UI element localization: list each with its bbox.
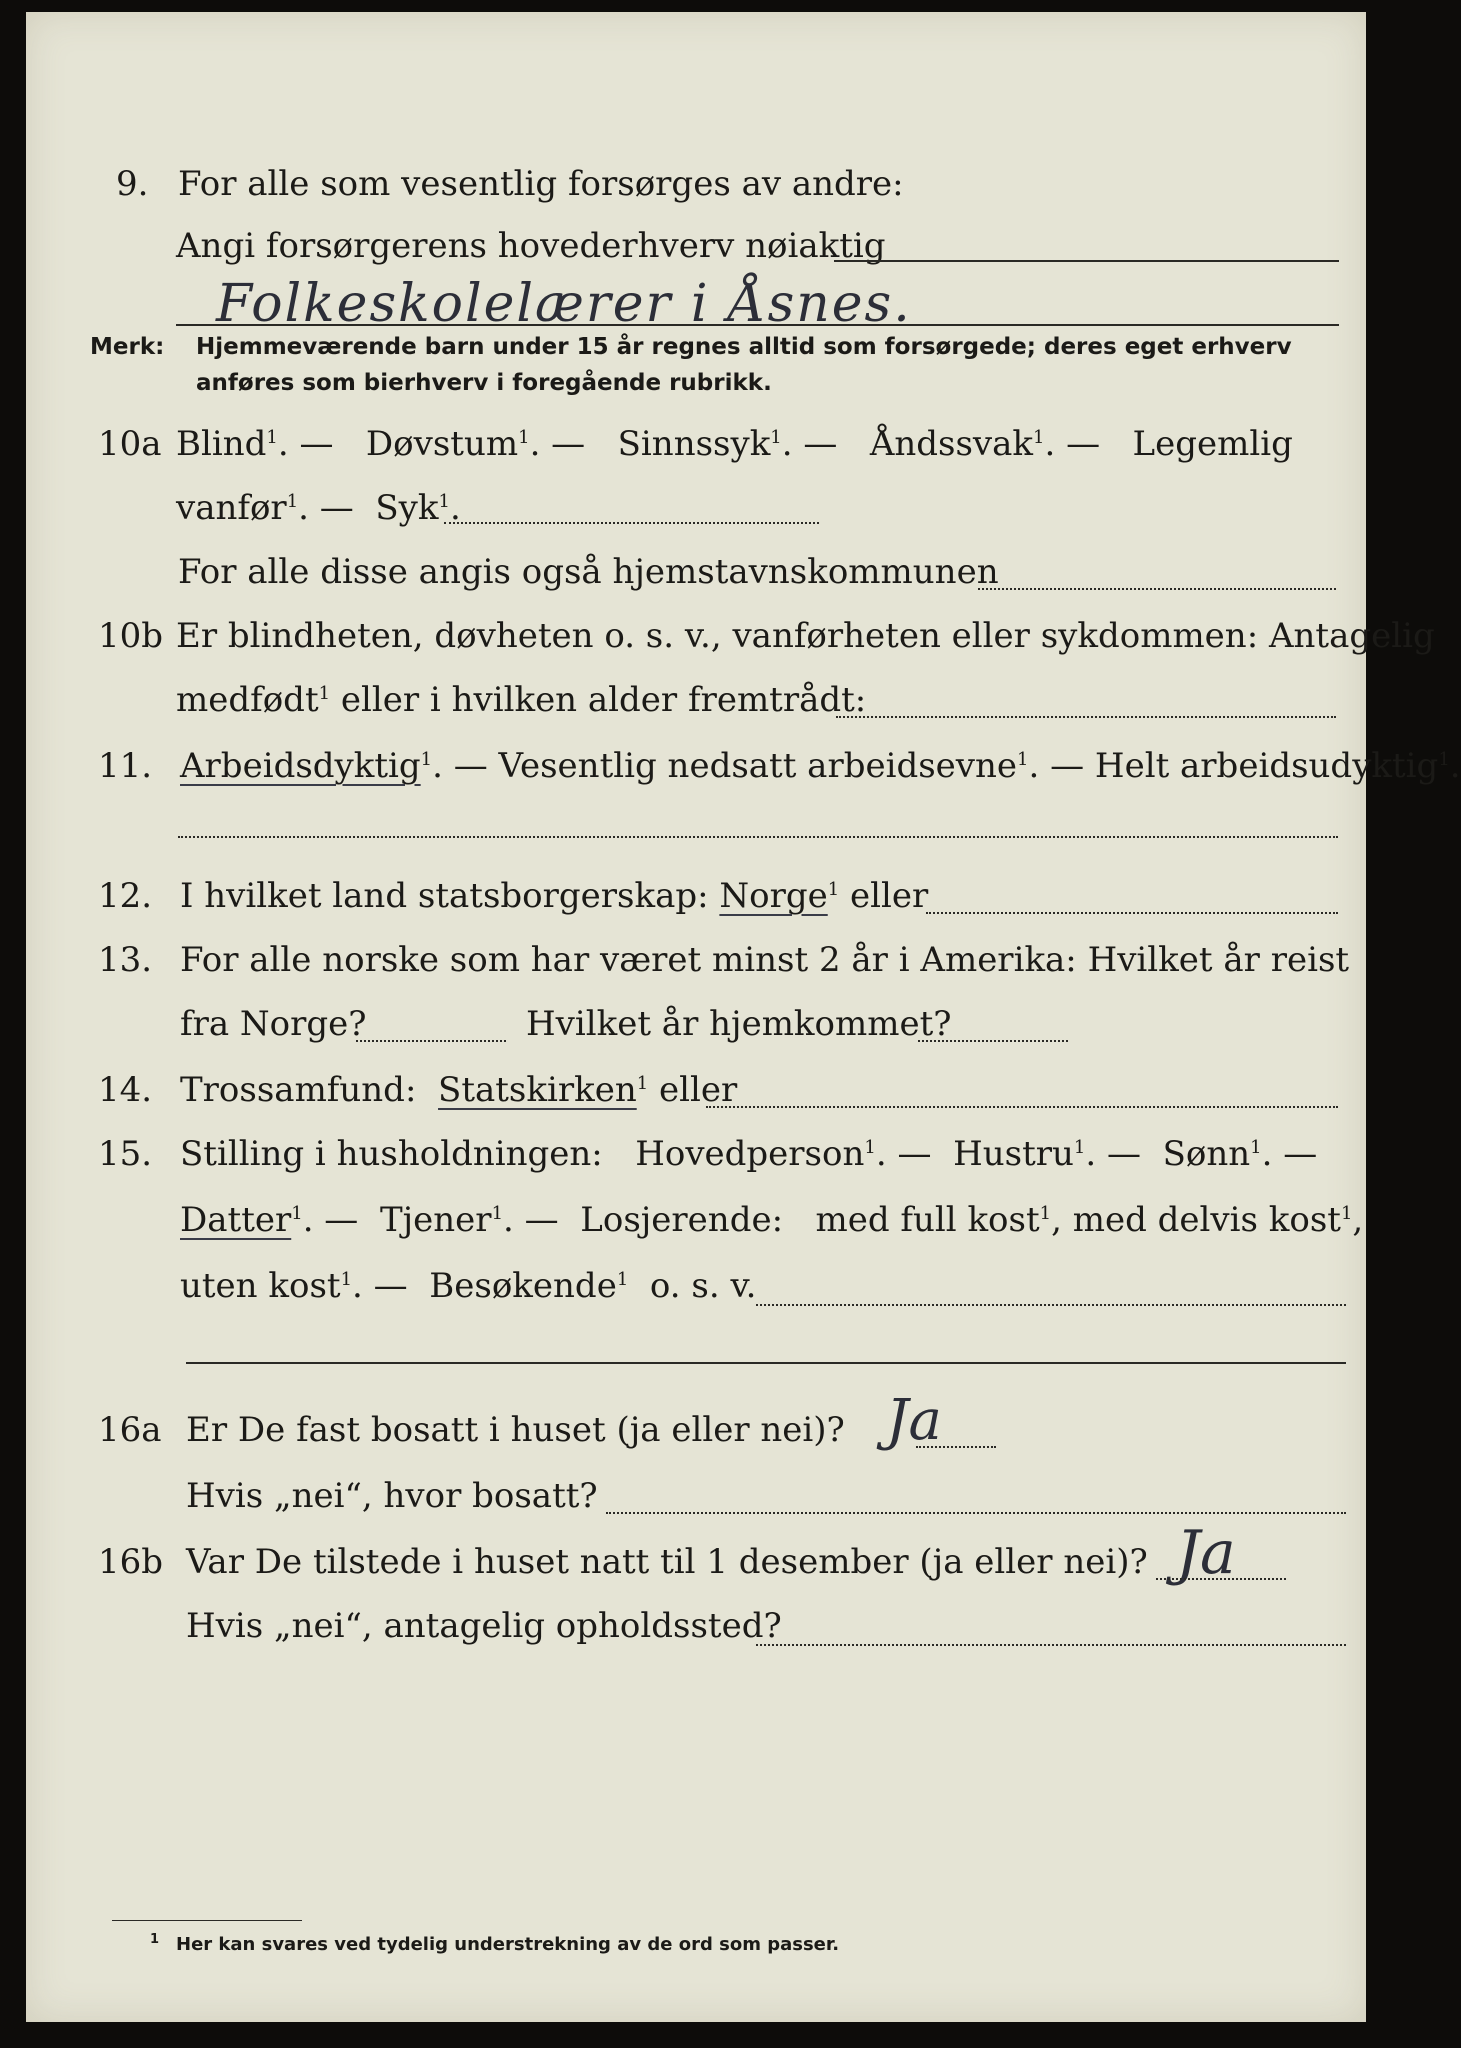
q12-eller: eller (850, 876, 929, 916)
q15-uten-kost[interactable]: uten kost (180, 1266, 341, 1306)
q15-besokende[interactable]: Besøkende (429, 1266, 617, 1306)
q16b-hvis-line[interactable] (756, 1644, 1346, 1646)
q10a-number: 10a (98, 424, 162, 464)
q10a-syk[interactable]: Syk (375, 488, 439, 528)
q12-answer-line[interactable] (926, 912, 1338, 914)
q10a-dovstum[interactable]: Døvstum (365, 424, 519, 464)
q14-eller: eller (658, 1070, 738, 1110)
q11-number: 11. (98, 746, 153, 786)
q10a-legemlig[interactable]: Legemlig (1132, 424, 1293, 464)
q10b-line2: eller i hvilken alder fremtrådt: (340, 680, 867, 720)
q10b-number: 10b (98, 616, 164, 656)
q15-tjener[interactable]: Tjener (379, 1200, 492, 1240)
q10a-options: Blind$^1$. — Døvstum$^1$. — Sinnssyk$^1$. — Åndssvak$^1$. — Legemlig (176, 424, 1293, 464)
q15-hustru[interactable]: Hustru (953, 1134, 1074, 1174)
footnote-rule (112, 1920, 302, 1921)
merk-label: Merk: (90, 334, 165, 360)
q12-norge[interactable]: Norge (719, 876, 828, 916)
census-form-page: 9. For alle som vesentlig forsørges av andre: Angi forsørgerens hovederhverv nøiaktig Folkeskolelærer i Åsnes. Merk: Hjemmeværende barn under 15 år regnes alltid som forsørgede; deres eget erhverv anføres som bierhverv i foregående rubrikk. 10a Blind$^1$. — Døvstum$^1$. — Sinnssyk$^1$. — Åndssvak$^1$. — Legemlig vanfør$^1$. — Syk$^1$. For alle disse angis også hjemstavnskommunen 10b Er blindheten, døvheten o. s. v., vanførheten eller sykdommen: Antagelig medfødt$^1$ eller i hvilken alder fremtrådt: 11. Arbeidsdyktig$^1$. — Vesentlig nedsatt arbeidsevne$^1$. — Helt arbeidsudyktig$^1$. 12. I hvilket land statsborgerskap: Norge$^1$ eller 13. For alle norske som har været minst 2 år i Amerika: Hvilket år reist fra Norge? Hvilket år hjemkommet? 14. Trossamfund: Statskirken$^1$ eller 15. Stilling i husholdningen: Hovedperson$^1$. — Hustru$^1$. — Sønn$^1$. — Datter$^1$. — Tjener$^1$. — Losjerende: med full kost$^1$, med delvis kost$^1$, uten kost$^1$. — Besøkende$^1$ o. s. v. 16a Er De fast bosatt i huset (ja eller nei)? Ja Hvis „nei“, hvor bosatt? 16b Var De tilstede i huset natt til 1 desember (ja eller nei)? Ja Hvis „nei“, antagelig opholdssted? 1 Her kan svares ved tydelig understrekning av de ord som passer. (26, 12, 1366, 2022)
q13-fra-norge: fra Norge? (180, 1004, 367, 1044)
q12-label: I hvilket land statsborgerskap: (180, 876, 709, 916)
q11-nedsatt[interactable]: Vesentlig nedsatt arbeidsevne (498, 746, 1018, 786)
q11-udyktig[interactable]: Helt arbeidsudyktig (1094, 746, 1439, 786)
q16a-label: Er De fast bosatt i huset (ja eller nei)? (186, 1410, 845, 1450)
footnote-text: Her kan svares ved tydelig understrekning av de ord som passer. (176, 1934, 840, 1955)
q11-answer-line[interactable] (178, 836, 1338, 838)
q15-delvis-kost[interactable]: med delvis kost (1072, 1200, 1341, 1240)
q15-hovedperson[interactable]: Hovedperson (635, 1134, 865, 1174)
footnote-mark: 1 (150, 1932, 160, 1947)
q10a-sinnssyk[interactable]: Sinnssyk (617, 424, 771, 464)
merk-line1: Hjemmeværende barn under 15 år regnes alltid som forsørgede; deres eget erhverv (196, 334, 1292, 360)
q15-answer-line-2 (186, 1362, 1346, 1364)
q16a-hvis: Hvis „nei“, hvor bosatt? (186, 1476, 598, 1516)
q16b-answer-line[interactable] (1156, 1578, 1286, 1580)
q14-label: Trossamfund: (180, 1070, 417, 1110)
q9-title: For alle som vesentlig forsørges av andre: (178, 164, 904, 204)
q10b-answer-line[interactable] (836, 716, 1336, 718)
q13-hjemkommet-line[interactable] (918, 1040, 1068, 1042)
q10a-andssvak[interactable]: Åndssvak (869, 424, 1034, 464)
q14-number: 14. (98, 1070, 153, 1110)
q14-statskirken[interactable]: Statskirken (438, 1070, 637, 1110)
q14-answer-line[interactable] (706, 1106, 1338, 1108)
q13-reist-line[interactable] (356, 1040, 506, 1042)
q16b-label: Var De tilstede i huset natt til 1 desember (ja eller nei)? (186, 1542, 1148, 1582)
q13-hjemkommet: Hvilket år hjemkommet? (526, 1004, 952, 1044)
q9-handwritten-answer[interactable]: Folkeskolelærer i Åsnes. (216, 274, 912, 334)
q16a-hvis-line[interactable] (606, 1512, 1346, 1514)
q15-full-kost[interactable]: med full kost (815, 1200, 1040, 1240)
q12-number: 12. (98, 876, 153, 916)
q9-answer-line (834, 260, 1339, 262)
q13-number: 13. (98, 940, 153, 980)
q16a-answer-line[interactable] (916, 1446, 996, 1448)
q10b-medfodt[interactable]: medfødt (176, 680, 319, 720)
q16b-handwritten-answer[interactable]: Ja (1176, 1518, 1236, 1588)
q10a-syk-line[interactable] (444, 522, 819, 524)
q15-osv: o. s. v. (649, 1266, 757, 1306)
q15-number: 15. (98, 1134, 153, 1174)
merk-line2: anføres som bierhverv i foregående rubrikk. (196, 370, 772, 396)
q10b-line1: Er blindheten, døvheten o. s. v., vanførheten eller sykdommen: Antagelig (176, 616, 1435, 656)
q15-sonn[interactable]: Sønn (1162, 1134, 1251, 1174)
q16a-number: 16a (98, 1410, 162, 1450)
q16b-number: 16b (98, 1542, 164, 1582)
q11-arbeidsdyktig[interactable]: Arbeidsdyktig (180, 746, 421, 786)
q10a-blind[interactable]: Blind (176, 424, 267, 464)
q9-label: Angi forsørgerens hovederhverv nøiaktig (176, 226, 886, 266)
q15-label: Stilling i husholdningen: (180, 1134, 603, 1174)
q10a-options-2: vanfør$^1$. — Syk$^1$. (176, 488, 461, 528)
q9-answer-line-2 (176, 324, 1339, 326)
q16a-handwritten-answer[interactable]: Ja (886, 1388, 942, 1453)
q10a-hjemstavn-line[interactable] (978, 588, 1336, 590)
q15-answer-line[interactable] (756, 1304, 1346, 1306)
q10a-vanfor[interactable]: vanfør (176, 488, 287, 528)
q15-losjerende: Losjerende: (580, 1200, 784, 1240)
q10a-hjemstavn: For alle disse angis også hjemstavnskommunen (178, 552, 999, 592)
q15-datter[interactable]: Datter (180, 1200, 292, 1240)
q13-line1: For alle norske som har været minst 2 år i Amerika: Hvilket år reist (180, 940, 1350, 980)
q9-number: 9. (116, 164, 149, 204)
q16b-hvis: Hvis „nei“, antagelig opholdssted? (186, 1606, 782, 1646)
